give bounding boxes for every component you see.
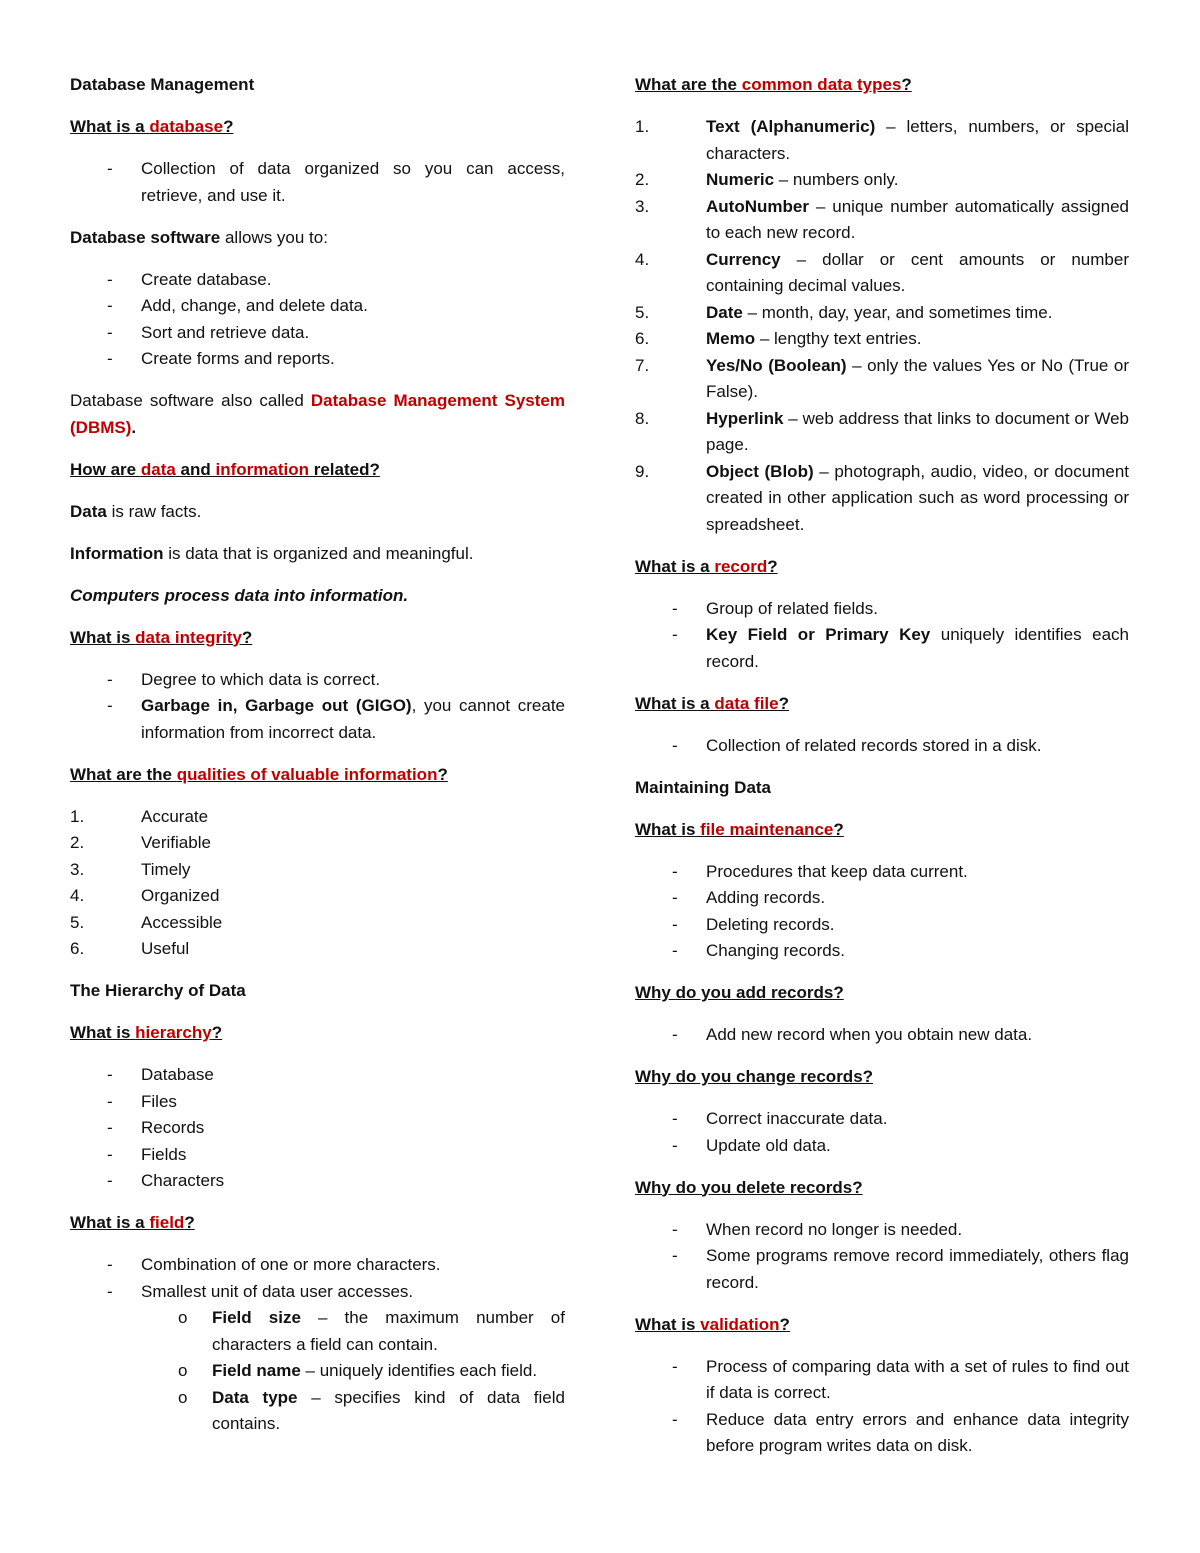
list-item: - Procedures that keep data current.: [672, 861, 968, 881]
list-item: - Group of related fields.: [672, 598, 878, 618]
validation-list: [635, 1354, 1129, 1460]
question-data-types: What are the common data types?: [635, 75, 912, 94]
question-record: What is a record?: [635, 556, 778, 576]
software-list: [70, 267, 565, 373]
record-list: [635, 596, 1129, 676]
list-item: 4. Organized: [70, 886, 220, 905]
list-item: 3. Timely: [70, 859, 191, 879]
maintenance-list: [635, 859, 1129, 965]
hierarchy-heading: The Hierarchy of Data: [70, 981, 246, 1000]
list-item: - Fields: [107, 1144, 187, 1164]
left-column: [70, 72, 565, 1453]
list-item: - Key Field or Primary Key uniquely identifies each record.: [672, 625, 1129, 671]
question-database: What is a database?: [70, 117, 234, 136]
list-item: - Add new record when you obtain new data.: [672, 1025, 1033, 1044]
list-item: 5. Accessible: [70, 912, 223, 932]
sub-list-item: o Field name – uniquely identifies each field.: [178, 1361, 538, 1380]
list-item: - Some programs remove record immediately, others flag record.: [672, 1246, 1129, 1292]
qualities-list: [70, 804, 565, 963]
dbms-paragraph: Database software also called Database Management System (DBMS).: [70, 391, 565, 437]
list-item: - Characters: [107, 1171, 225, 1190]
list-item: - When record no longer is needed.: [672, 1219, 963, 1239]
list-item: 2. Verifiable: [70, 833, 211, 852]
list-item: - Create forms and reports.: [107, 349, 335, 368]
question-file-maintenance: What is file maintenance?: [635, 819, 844, 839]
question-qualities: What are the qualities of valuable information?: [70, 764, 448, 784]
list-item: - Garbage in, Garbage out (GIGO), you cannot create information from incorrect data.: [107, 696, 565, 742]
maintaining-heading: Maintaining Data: [635, 777, 772, 797]
question-field: What is a field?: [70, 1213, 195, 1232]
add-list: [635, 1022, 1129, 1049]
list-item: - Collection of data organized so you can access, retrieve, and use it.: [107, 159, 565, 205]
list-item: - Smallest unit of data user accesses.: [107, 1281, 414, 1301]
list-item: 4. Currency – dollar or cent amounts or number containing decimal values.: [635, 249, 1129, 295]
list-item: 1. Accurate: [70, 806, 209, 826]
list-item: 5. Date – month, day, year, and sometimes time.: [635, 302, 1053, 322]
software-intro: Database software allows you to:: [70, 227, 328, 247]
list-item: 1. Text (Alphanumeric) – letters, numbers, or special characters.: [635, 117, 1130, 163]
question-hierarchy: What is hierarchy?: [70, 1023, 223, 1042]
list-item: - Records: [107, 1118, 205, 1137]
list-item: - Files: [107, 1091, 177, 1111]
list-item: - Deleting records.: [672, 914, 835, 934]
list-item: - Add, change, and delete data.: [107, 296, 368, 315]
hierarchy-list: [70, 1062, 565, 1195]
change-list: [635, 1106, 1129, 1159]
data-definition: Data is raw facts.: [70, 501, 202, 521]
document-title: Database Management: [70, 75, 255, 94]
data-file-list: [635, 733, 1129, 760]
right-column: [635, 72, 1129, 1475]
delete-list: [635, 1217, 1129, 1297]
list-item: - Changing records.: [672, 941, 845, 960]
list-item: 8. Hyperlink – web address that links to document or Web page.: [635, 408, 1129, 454]
list-item: - Combination of one or more characters.: [107, 1255, 441, 1274]
list-item: - Reduce data entry errors and enhance data integrity before program writes data on disk.: [672, 1409, 1129, 1455]
field-sublist-wrapper: [70, 1305, 565, 1438]
process-statement: Computers process data into information.: [70, 585, 409, 605]
question-change-records: Why do you change records?: [635, 1067, 874, 1086]
question-data-integrity: What is data integrity?: [70, 627, 253, 647]
database-list: [70, 156, 565, 209]
list-item: - Sort and retrieve data.: [107, 322, 310, 342]
integrity-list: [70, 667, 565, 747]
list-item: - Update old data.: [672, 1135, 831, 1155]
list-item: 6. Useful: [70, 939, 190, 958]
question-validation: What is validation?: [635, 1314, 790, 1334]
list-item: - Create database.: [107, 269, 272, 289]
list-item: - Process of comparing data with a set of rules to find out if data is correct.: [672, 1356, 1129, 1402]
question-data-information: How are data and information related?: [70, 459, 380, 479]
list-item: - Collection of related records stored in a disk.: [672, 735, 1042, 755]
sub-list-item: o Field size – the maximum number of characters a field can contain.: [178, 1308, 565, 1354]
list-item: 9. Object (Blob) – photograph, audio, video, or document created in other application such as word processing or spreadsheet.: [635, 461, 1130, 534]
list-item: 6. Memo – lengthy text entries.: [635, 329, 922, 348]
list-item: - Adding records.: [672, 888, 826, 907]
field-list: [70, 1252, 565, 1438]
list-item: 3. AutoNumber – unique number automatically assigned to each new record.: [635, 196, 1129, 242]
data-types-list: [635, 114, 1129, 538]
field-sublist: [70, 1305, 565, 1438]
question-data-file: What is a data file?: [635, 693, 789, 713]
list-item: - Correct inaccurate data.: [672, 1109, 888, 1128]
question-delete-records: Why do you delete records?: [635, 1177, 863, 1197]
list-item: - Degree to which data is correct.: [107, 669, 381, 689]
list-item: 2. Numeric – numbers only.: [635, 170, 899, 189]
question-add-records: Why do you add records?: [635, 983, 844, 1002]
information-definition: Information is data that is organized and meaningful.: [70, 543, 474, 563]
sub-list-item: o Data type – specifies kind of data field contains.: [178, 1387, 565, 1433]
list-item: 7. Yes/No (Boolean) – only the values Yes or No (True or False).: [635, 355, 1129, 401]
list-item: - Database: [107, 1065, 214, 1084]
